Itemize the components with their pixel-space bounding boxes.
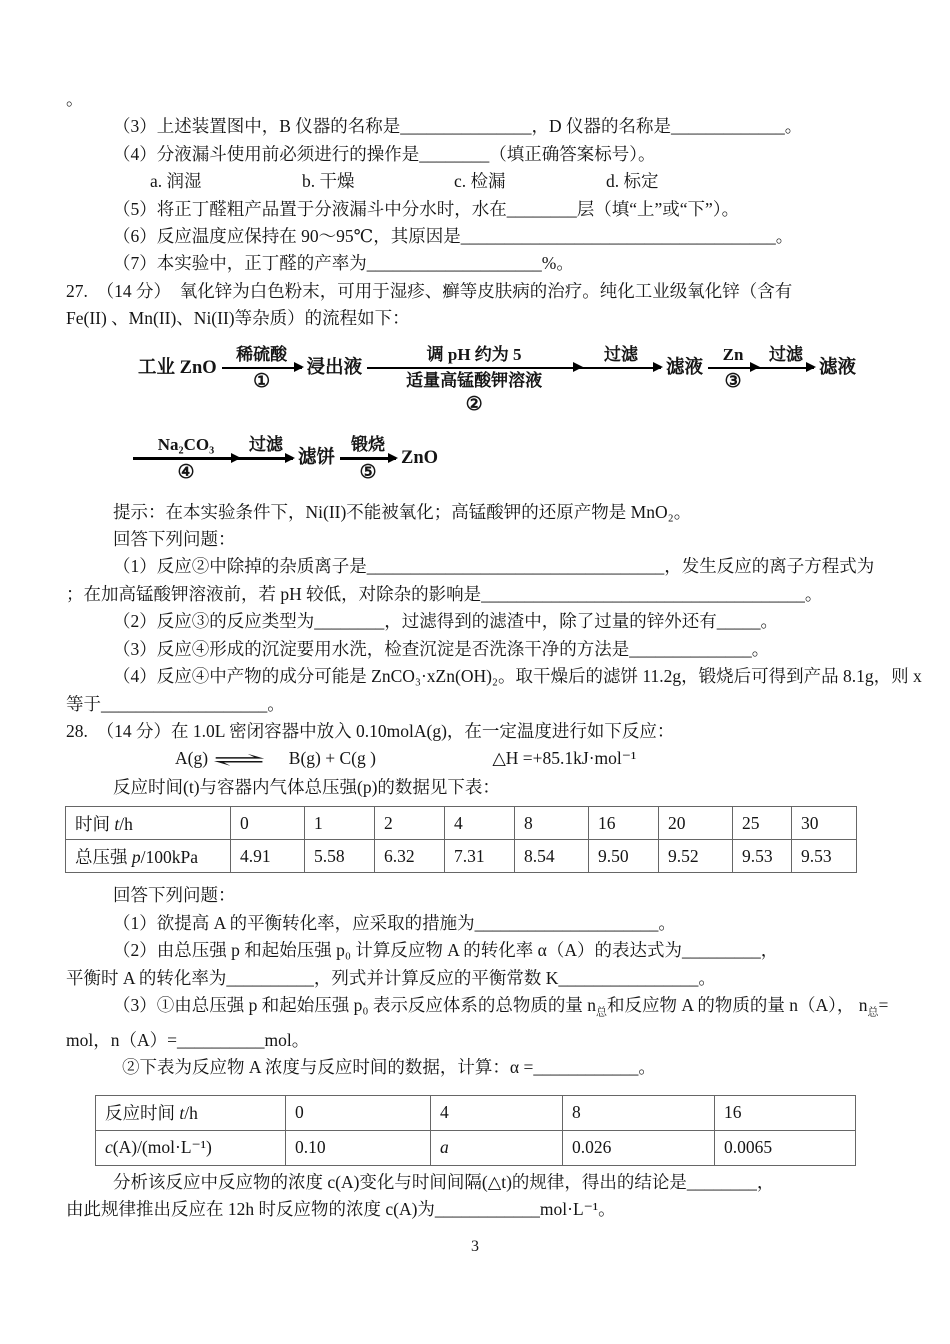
flow-arrow-zinc <box>708 344 758 395</box>
flow-arrow-dilute-sulfuric-acid <box>222 344 302 395</box>
flow-arrow-1-label: 稀硫酸 <box>236 344 288 364</box>
concentration-value: 0.10 <box>286 1130 431 1165</box>
flow-arrow-3-label: 过滤 <box>604 344 639 364</box>
pressure-value: 9.50 <box>589 840 659 873</box>
q28-sub1: （1）欲提高 A 的平衡转化率，应采取的措施为_____________________。 <box>113 912 676 933</box>
pressure-value: 9.52 <box>659 840 733 873</box>
pressure-table <box>65 806 857 873</box>
concentration-value: 0.0065 <box>715 1130 856 1165</box>
flow-node-zno-product: ZnO <box>401 448 439 469</box>
time-value: 8 <box>563 1095 715 1130</box>
q27-sub1-line1: （1）反应②中除掉的杂质离子是__________________________________，发生反应的离子方程式为 <box>113 556 875 577</box>
q27-answer-prompt: 回答下列问题： <box>113 529 236 550</box>
pressure-table-header-time: 时间 t/h <box>66 807 231 840</box>
arrow-shaft <box>758 367 814 370</box>
q26-line-7: （7）本实验中，正丁醛的产率为____________________%。 <box>113 253 574 274</box>
concentration-table-header-time: 反应时间 t/h <box>96 1095 286 1130</box>
flow-arrow-2-label-top: 调 pH 约为 5 <box>426 344 522 364</box>
n-total-subscript: 总 <box>595 1006 607 1019</box>
q26-options <box>66 168 861 195</box>
pressure-value: 7.31 <box>445 840 515 873</box>
enthalpy-value: △H =+85.1kJ·mol⁻¹ <box>492 748 637 769</box>
q26-line-5: （5）将正丁醛粗产品置于分液漏斗中分水时，水在________层（填“上”或“下”）。 <box>113 198 740 219</box>
page-number: 3 <box>471 1238 479 1255</box>
time-value: 20 <box>659 807 733 840</box>
q26-option-d: d. 标定 <box>606 171 659 192</box>
concentration-value: 0.026 <box>563 1130 715 1165</box>
flow-arrow-filter-2 <box>758 344 814 370</box>
flow-node-filter-cake: 滤饼 <box>298 448 336 469</box>
equation-right: B(g) + C(g ) <box>288 748 376 769</box>
flow-arrow-7-label: 过滤 <box>249 435 283 455</box>
time-value: 0 <box>286 1095 431 1130</box>
time-value: 8 <box>515 807 589 840</box>
q28-equation <box>66 745 861 774</box>
flow-step-4-number: ④ <box>177 461 195 483</box>
flow-arrow-8-label: 锻烧 <box>351 435 386 455</box>
q27-sub4-line2: 等于___________________。 <box>66 693 285 714</box>
arrow-shaft <box>133 457 239 460</box>
concentration-table-header-ca: c(A)/(mol·L⁻¹) <box>96 1130 286 1165</box>
flow-arrow-2-label-bottom: 适量高锰酸钾溶液 <box>406 371 543 391</box>
pressure-value: 8.54 <box>515 840 589 873</box>
equilibrium-arrow-icon: ⇌ <box>212 749 267 771</box>
q27-sub4-line1: （4）反应④中产物的成分可能是 ZnCO₃·xZn(OH)₂。取干燥后的滤饼 11.2g，锻烧后可得到产品 8.1g，则 x <box>113 666 922 687</box>
q28-sub2-line2: 平衡时 A 的转化率为__________，列式并计算反应的平衡常数 K________________。 <box>66 967 716 988</box>
q28-sub3-line1: （3）①由总压强 p 和起始压强 p₀ 表示反应体系的总物质的量 $n_总$和反应物 A 的物质的量 n（A）， $n_总=$ <box>113 995 889 1019</box>
flow-node-leachate: 浸出液 <box>306 357 363 378</box>
q28-conclusion-line1: 分析该反应中反应物的浓度 c(A)变化与时间间隔(△t)的规律，得出的结论是________， <box>113 1171 775 1192</box>
flow-arrow-filter-1 <box>581 344 661 370</box>
flow-node-filtrate-1: 滤液 <box>666 357 704 378</box>
q26-line-6: （6）反应温度应保持在 90～95℃，其原因是____________________________________。 <box>113 226 794 247</box>
arrow-shaft <box>340 457 396 460</box>
pressure-value: 9.53 <box>733 840 792 873</box>
q27-sub3: （3）反应④形成的沉淀要用水洗，检查沉淀是否洗涤干净的方法是______________。 <box>113 638 770 659</box>
q28-table-note: 反应时间(t)与容器内气体总压强(p)的数据见下表： <box>113 777 500 797</box>
table-row <box>96 1095 856 1130</box>
time-value: 2 <box>375 807 445 840</box>
pressure-value: 5.58 <box>305 840 375 873</box>
q28-sub3-line3: ②下表为反应物 A 浓度与反应时间的数据，计算：α =____________。 <box>122 1057 656 1078</box>
time-value: 25 <box>733 807 792 840</box>
q26-line-4: （4）分液漏斗使用前必须进行的操作是________（填正确答案标号）。 <box>113 143 656 164</box>
pressure-table-header-pressure: 总压强 p/100kPa <box>66 840 231 873</box>
q28-intro: 28. （14 分）在 1.0L 密闭容器中放入 0.10molA(g)，在一定温度进行如下反应： <box>66 720 675 741</box>
flowchart-row-2 <box>133 434 861 485</box>
pressure-value: 6.32 <box>375 840 445 873</box>
q28-conclusion-line2: 由此规律推出反应在 12h 时反应物的浓度 c(A)为____________mol·L⁻¹。 <box>66 1199 616 1220</box>
pressure-value: 9.53 <box>792 840 857 873</box>
q27-sub1-line2: ；在加高锰酸钾溶液前，若 pH 较低，对除杂的影响是_____________________________________。 <box>66 583 823 604</box>
q26-line-3: （3）上述装置图中，B 仪器的名称是_______________，D 仪器的名称是_____________。 <box>113 116 803 137</box>
flow-step-5-number: ⑤ <box>359 461 377 483</box>
table-row <box>66 807 857 840</box>
flow-arrow-5-label: 过滤 <box>769 344 803 364</box>
concentration-table <box>95 1095 856 1166</box>
q26-option-a: a. 润湿 <box>150 171 202 192</box>
flow-arrow-6-label: Na₂CO₃ <box>157 435 215 455</box>
q27-sub2: （2）反应③的反应类型为________，过滤得到的滤渣中，除了过量的锌外还有_____。 <box>113 611 778 632</box>
flowchart-row-1 <box>133 344 861 418</box>
time-value: 4 <box>431 1095 563 1130</box>
arrow-shaft <box>708 367 758 370</box>
time-value: 0 <box>231 807 305 840</box>
time-value: 1 <box>305 807 375 840</box>
time-value: 16 <box>589 807 659 840</box>
flow-arrow-4-label: Zn <box>722 344 744 364</box>
table-row <box>66 840 857 873</box>
q28-sub3-line2: mol，n（A）=__________mol。 <box>66 1029 310 1050</box>
table-row <box>96 1130 856 1165</box>
flow-arrow-calcine <box>340 434 396 485</box>
q28-answer-prompt: 回答下列问题： <box>113 885 236 906</box>
q26-option-c: c. 检漏 <box>454 171 506 192</box>
pressure-value: 4.91 <box>231 840 305 873</box>
flow-step-3-number: ③ <box>724 371 742 393</box>
flow-step-1-number: ① <box>253 371 271 393</box>
time-value: 16 <box>715 1095 856 1130</box>
flow-node-filtrate-2: 滤液 <box>818 357 856 378</box>
q28-sub2-line1: （2）由总压强 p 和起始压强 p₀ 计算反应物 A 的转化率 α（A）的表达式为_________， <box>113 940 779 961</box>
flow-node-industrial-zno: 工业 ZnO <box>138 357 217 378</box>
q27-hint: 提示：在本实验条件下，Ni(II)不能被氧化；高锰酸钾的还原产物是 MnO₂。 <box>113 501 692 522</box>
flow-arrow-sodium-carbonate <box>133 434 239 485</box>
page-content <box>66 86 922 1224</box>
arrow-shaft <box>581 367 661 370</box>
arrow-shaft <box>367 367 581 370</box>
flow-step-2-number: ② <box>465 394 483 416</box>
stray-period: 。 <box>66 89 84 109</box>
n-total-subscript: 总 <box>867 1006 879 1019</box>
q27-intro-line2: Fe(II) 、Mn(II)、Ni(II)等杂质）的流程如下： <box>66 308 410 329</box>
purification-flowchart <box>133 344 861 485</box>
equation-left: A(g) <box>175 748 209 769</box>
arrow-shaft <box>222 367 302 370</box>
concentration-value: a <box>431 1130 563 1165</box>
time-value: 30 <box>792 807 857 840</box>
q27-intro-line1: 27. （14 分） 氧化锌为白色粉末，可用于湿疹、癣等皮肤病的治疗。纯化工业级氧化锌（含有 <box>66 280 793 301</box>
time-value: 4 <box>445 807 515 840</box>
arrow-shaft <box>239 457 293 460</box>
flow-arrow-filter-3 <box>239 434 293 460</box>
q26-option-b: b. 干燥 <box>302 171 355 192</box>
flow-arrow-adjust-ph <box>367 344 581 418</box>
